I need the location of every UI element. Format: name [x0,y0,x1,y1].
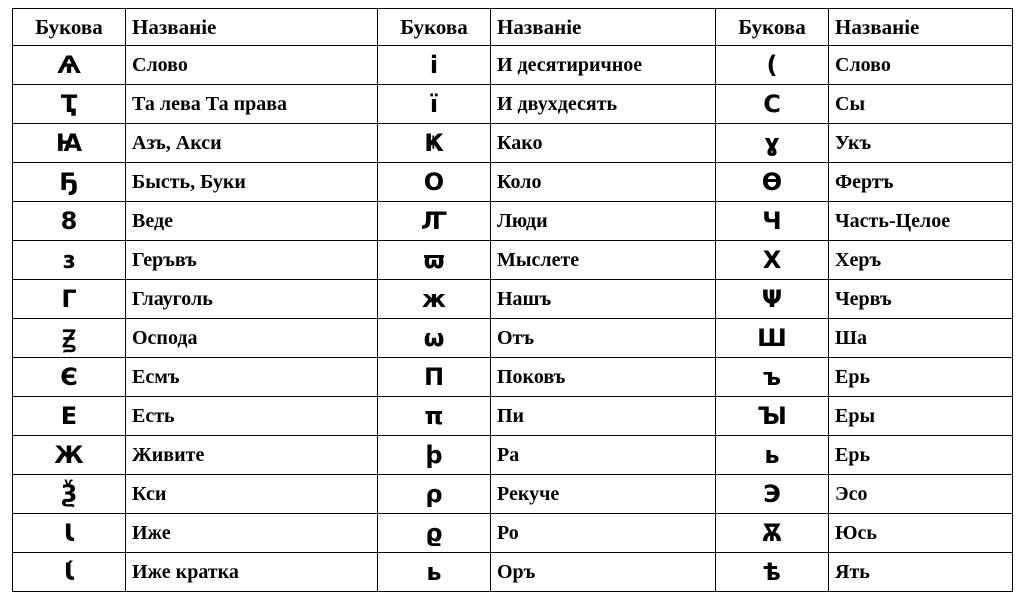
letter-glyph: Ψ [716,280,829,319]
letter-glyph: П [378,358,491,397]
letter-name: Червъ [829,280,1013,319]
letter-glyph: ѣ [716,553,829,592]
letter-glyph: Х [716,241,829,280]
letter-name: Юсь [829,514,1013,553]
table-row [13,436,1013,475]
letter-glyph: Ѧ [13,46,126,85]
letter-name: Нашъ [491,280,716,319]
letter-glyph: Ϲ [716,85,829,124]
letter-name: Ять [829,553,1013,592]
table-row [13,124,1013,163]
letter-glyph: Ч [716,202,829,241]
letter-glyph: Ꙥ [378,202,491,241]
letter-name: Та лева Та права [126,85,378,124]
letter-name: Ерь [829,358,1013,397]
letter-glyph: Ꙗ [13,124,126,163]
table-row [13,85,1013,124]
letter-glyph: ω [378,319,491,358]
letter-name: Иже кратка [126,553,378,592]
letter-name: Поковъ [491,358,716,397]
table-row [13,241,1013,280]
letter-name: Веде [126,202,378,241]
letter-name: Геръвъ [126,241,378,280]
letter-glyph: ϖ [378,241,491,280]
letter-name: Часть-Целое [829,202,1013,241]
table-row [13,475,1013,514]
table-row [13,319,1013,358]
table-row [13,163,1013,202]
letter-glyph: Ꙑ [716,397,829,436]
letter-name: Слово [126,46,378,85]
letter-glyph: Ꙇ [13,514,126,553]
letter-name: Фертъ [829,163,1013,202]
letter-glyph: О [378,163,491,202]
header-letter-1: Букова [13,9,126,46]
letter-name: Пи [491,397,716,436]
letter-name: Ра [491,436,716,475]
letter-name: Сы [829,85,1013,124]
letter-glyph: ϸ [378,436,491,475]
letter-glyph: Є [13,358,126,397]
letter-glyph: Ѯ [13,475,126,514]
letter-name: Оръ [491,553,716,592]
letter-glyph: Ж [13,436,126,475]
table-row [13,397,1013,436]
alphabet-table [12,8,1013,592]
letter-glyph: ϱ [378,514,491,553]
letter-name: Ерь [829,436,1013,475]
header-name-2: Названiе [491,9,716,46]
letter-name: Эсо [829,475,1013,514]
letter-name: Укъ [829,124,1013,163]
letter-glyph: π [378,397,491,436]
table-row [13,280,1013,319]
letter-glyph: Ҝ [378,124,491,163]
letter-name: Еры [829,397,1013,436]
table-row [13,202,1013,241]
letter-glyph: ɣ [716,124,829,163]
table-row [13,553,1013,592]
letter-name: И десятиричное [491,46,716,85]
letter-glyph: Ꙇ́ [13,553,126,592]
letter-name: Ро [491,514,716,553]
letter-name: Отъ [491,319,716,358]
letter-glyph: ɜ [13,241,126,280]
letter-glyph: ї [378,85,491,124]
letter-name: Живите [126,436,378,475]
letter-name: Люди [491,202,716,241]
letter-name: Слово [829,46,1013,85]
letter-glyph: ж [378,280,491,319]
letter-glyph: Г [13,280,126,319]
letter-name: Есть [126,397,378,436]
letter-glyph: Ш [716,319,829,358]
letter-glyph: ь [378,553,491,592]
letter-glyph: Е [13,397,126,436]
header-name-1: Названiе [126,9,378,46]
table-row [13,46,1013,85]
letter-name: Коло [491,163,716,202]
table-row [13,358,1013,397]
letter-name: Азъ, Акси [126,124,378,163]
letter-glyph: ъ [716,358,829,397]
letter-name: Мыслете [491,241,716,280]
letter-glyph: Ҕ [13,163,126,202]
letter-glyph: Ѫ [716,514,829,553]
header-name-3: Названiе [829,9,1013,46]
letter-name: Бысть, Буки [126,163,378,202]
table-row [13,514,1013,553]
letter-glyph: Э [716,475,829,514]
letter-glyph: Ҭ [13,85,126,124]
header-row [13,9,1013,46]
letter-glyph: і [378,46,491,85]
letter-glyph: Ѳ [716,163,829,202]
letter-glyph: 8 [13,202,126,241]
letter-name: Глауголь [126,280,378,319]
header-letter-3: Букова [716,9,829,46]
header-letter-2: Букова [378,9,491,46]
letter-name: Како [491,124,716,163]
letter-name: Кси [126,475,378,514]
letter-glyph: Ꙃ [13,319,126,358]
letter-glyph: ( [716,46,829,85]
letter-glyph: ρ [378,475,491,514]
letter-name: И двухдесять [491,85,716,124]
letter-name: Иже [126,514,378,553]
letter-name: Оспода [126,319,378,358]
letter-glyph: ь [716,436,829,475]
letter-name: Рекуче [491,475,716,514]
letter-name: Есмъ [126,358,378,397]
letter-name: Херъ [829,241,1013,280]
letter-name: Ша [829,319,1013,358]
